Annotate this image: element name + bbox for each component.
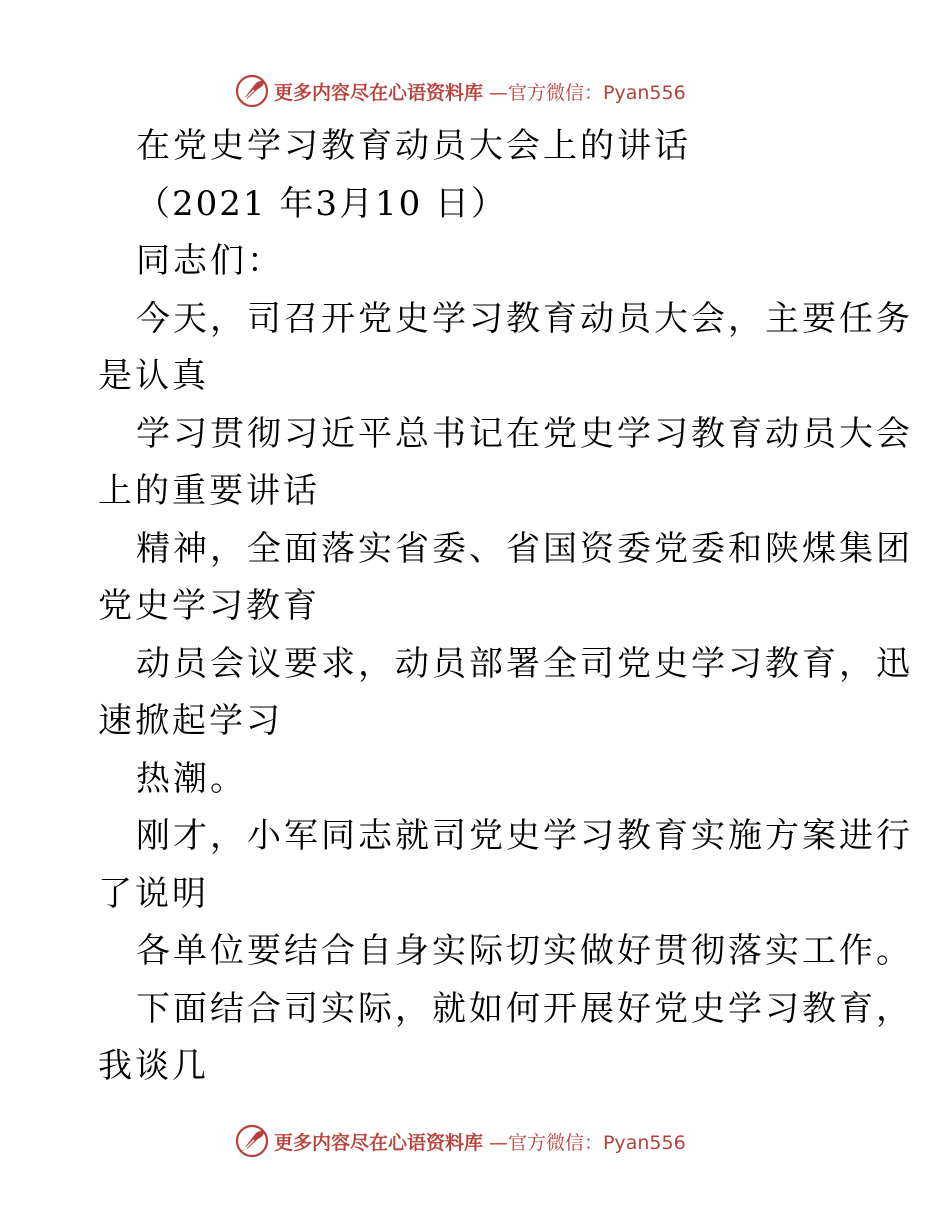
paragraph-line: 动员会议要求，动员部署全司党史学习教育，迅 — [136, 643, 913, 684]
watermark-text: 更多内容尽在心语资料库 — [274, 81, 484, 104]
paragraph-line: 学习贯彻习近平总书记在党史学习教育动员大会 — [136, 413, 913, 454]
quill-pen-circle-icon — [234, 73, 270, 109]
document-date: （2021 年3月10 日） — [136, 183, 508, 224]
paragraph-line: 上的重要讲话 — [98, 471, 320, 511]
watermark-text: 更多内容尽在心语资料库 — [274, 1131, 484, 1154]
paragraph-line: 热潮。 — [136, 758, 247, 799]
document-title: 在党史学习教育动员大会上的讲话 — [136, 126, 691, 166]
document-body — [98, 118, 913, 1096]
paragraph-line: 是认真 — [98, 356, 209, 396]
paragraph-line: 刚才，小军同志就司党史学习教育实施方案进行 — [136, 816, 913, 856]
watermark-contact: —官方微信：Pyan556 — [489, 1131, 686, 1154]
paragraph-line: 了说明 — [98, 873, 209, 914]
paragraph-line: 党史学习教育 — [98, 586, 320, 626]
paragraph-line: 各单位要结合自身实际切实做好贯彻落实工作。 — [136, 931, 913, 971]
paragraph-line: 今天，司召开党史学习教育动员大会，主要任务 — [136, 298, 913, 339]
paragraph-line: 速掀起学习 — [98, 701, 283, 741]
header-watermark — [234, 72, 686, 110]
paragraph-line: 下面结合司实际，就如何开展好党史学习教育， — [136, 988, 913, 1029]
salutation: 同志们： — [136, 241, 284, 281]
quill-pen-circle-icon — [234, 1123, 270, 1159]
footer-watermark — [234, 1122, 686, 1160]
paragraph-line: 精神，全面落实省委、省国资委党委和陕煤集团 — [136, 528, 913, 569]
paragraph-line: 我谈几 — [98, 1046, 209, 1086]
watermark-contact: —官方微信：Pyan556 — [489, 81, 686, 104]
